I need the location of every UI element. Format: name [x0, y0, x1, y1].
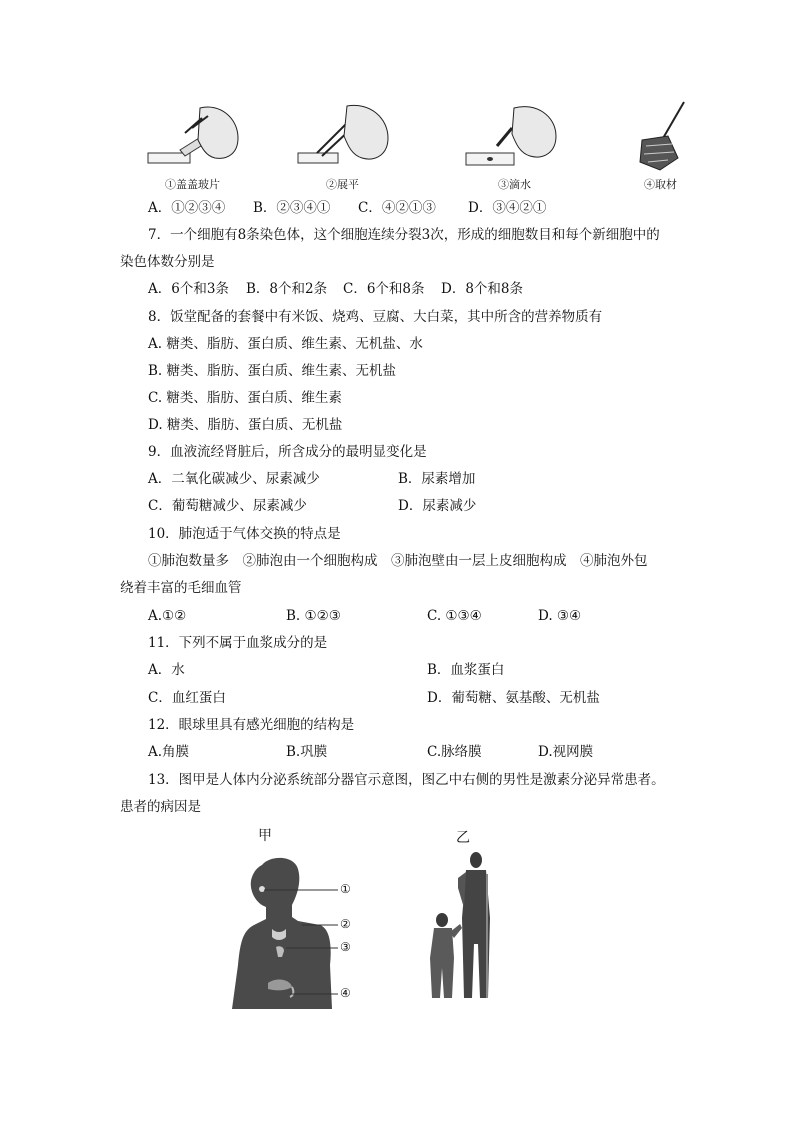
procedure-figure-4: [632, 100, 692, 176]
q9-option-d: D．尿素减少: [398, 498, 477, 514]
q10-option-d: D. ③④: [538, 608, 582, 624]
q10-statements-line1: ①肺泡数量多 ②肺泡由一个细胞构成 ③肺泡壁由一层上皮细胞构成 ④肺泡外包: [148, 553, 648, 569]
q12-option-a: A.角膜: [148, 744, 190, 760]
marker-2: ②: [340, 917, 351, 931]
procedure-figure-1: [140, 98, 245, 176]
figure-jia-label: 甲: [258, 828, 272, 844]
q6-option-a: A．①②③④: [148, 200, 226, 216]
q10-option-c: C. ①③④: [427, 608, 482, 624]
q8-option-d: D. 糖类、脂肪、蛋白质、无机盐: [148, 417, 343, 433]
marker-4: ④: [340, 986, 351, 1000]
q11-option-b: B．血浆蛋白: [427, 662, 505, 678]
q9-option-a: A．二氧化碳减少、尿素减少: [148, 471, 320, 487]
procedure-caption-2: ②展平: [326, 178, 359, 191]
q10-stem: 10．肺泡适于气体交换的特点是: [148, 526, 341, 542]
q13-stem-line2: 患者的病因是: [120, 799, 201, 815]
q8-option-a: A. 糖类、脂肪、蛋白质、维生素、无机盐、水: [148, 336, 423, 352]
q12-stem: 12．眼球里具有感光细胞的结构是: [148, 717, 355, 733]
procedure-caption-1: ①盖盖玻片: [165, 178, 220, 191]
q7-stem-line2: 染色体数分别是: [120, 254, 215, 270]
marker-3: ③: [340, 940, 351, 954]
q6-option-d: D．③④②①: [468, 200, 547, 216]
q11-option-d: D．葡萄糖、氨基酸、无机盐: [427, 690, 600, 706]
q10-statements-line2: 绕着丰富的毛细血管: [120, 580, 242, 596]
q10-option-a: A.①②: [148, 608, 187, 624]
q13-stem-line1: 13．图甲是人体内分泌系统部分器官示意图，图乙中右侧的男性是激素分泌异常患者。: [148, 772, 665, 788]
q8-stem: 8．饭堂配备的套餐中有米饭、烧鸡、豆腐、大白菜，其中所含的营养物质有: [148, 309, 603, 325]
figure-yi-label: 乙: [456, 830, 470, 846]
q7-option-d: D．8个和8条: [441, 281, 524, 297]
procedure-caption-3: ③滴水: [498, 178, 531, 191]
q11-option-c: C．血红蛋白: [148, 690, 226, 706]
q9-stem: 9．血液流经肾脏后，所含成分的最明显变化是: [148, 444, 427, 460]
procedure-caption-4: ④取材: [644, 178, 677, 191]
q7-option-a: A．6个和3条: [148, 281, 229, 297]
q12-option-b: B.巩膜: [286, 744, 328, 760]
procedure-figure-2: [292, 98, 397, 176]
q9-option-c: C．葡萄糖减少、尿素减少: [148, 498, 307, 514]
patient-photo: [428, 848, 506, 1008]
q9-option-b: B．尿素增加: [398, 471, 476, 487]
q12-option-d: D.视网膜: [538, 744, 594, 760]
q8-option-b: B. 糖类、脂肪、蛋白质、维生素、无机盐: [148, 363, 397, 379]
q7-stem-line1: 7．一个细胞有8条染色体，这个细胞连续分裂3次，形成的细胞数目和每个新细胞中的: [148, 227, 660, 243]
q6-option-c: C．④②①③: [358, 200, 436, 216]
q12-option-c: C.脉络膜: [427, 744, 482, 760]
q10-option-b: B. ①②③: [286, 608, 341, 624]
q6-option-b: B．②③④①: [253, 200, 331, 216]
procedure-figure-3: [462, 98, 562, 176]
q11-stem: 11．下列不属于血浆成分的是: [148, 635, 328, 651]
q7-option-b: B．8个和2条: [246, 281, 328, 297]
endocrine-leader-lines: [262, 880, 342, 1005]
q7-option-c: C．6个和8条: [343, 281, 425, 297]
q8-option-c: C. 糖类、脂肪、蛋白质、维生素: [148, 390, 342, 406]
marker-1: ①: [340, 882, 351, 896]
q11-option-a: A．水: [148, 662, 185, 678]
